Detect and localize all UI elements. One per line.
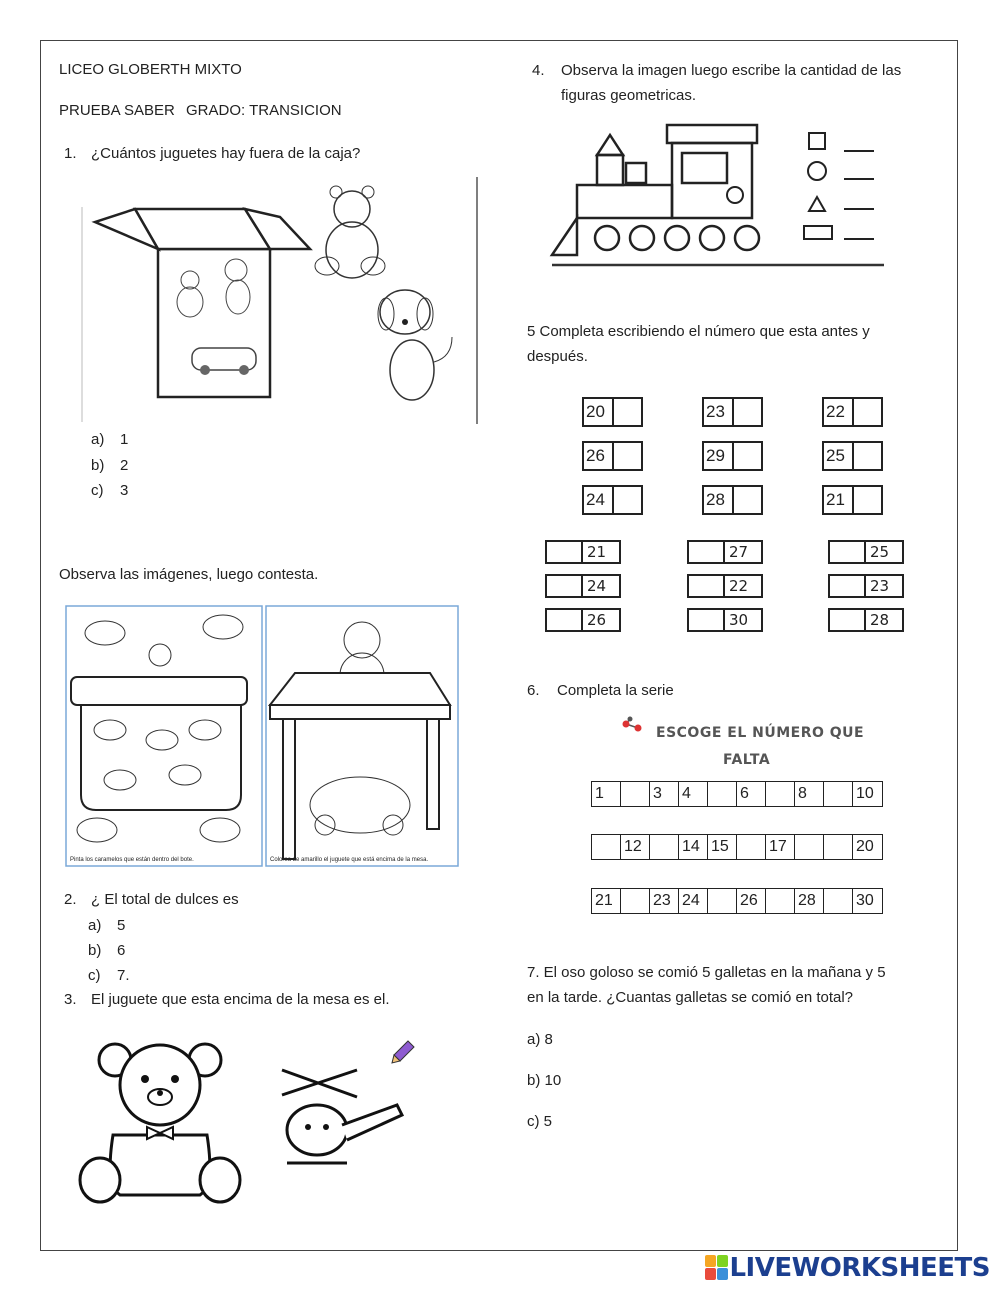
after-box-number: 22: [824, 399, 854, 425]
after-box-answer[interactable]: [854, 399, 881, 425]
q6-number: 6.: [527, 682, 540, 699]
after-box: [702, 441, 763, 471]
before-box-number: 30: [729, 611, 749, 629]
q1-question: ¿Cuántos juguetes hay fuera de la caja?: [91, 145, 361, 162]
observe-instruction: Observa las imágenes, luego contesta.: [59, 566, 319, 583]
school-name: LICEO GLOBERTH MIXTO: [59, 61, 242, 78]
q1-option-c[interactable]: 3: [120, 482, 129, 499]
q2-option-a[interactable]: 5: [117, 917, 126, 934]
q3-number: 3.: [64, 991, 77, 1008]
before-box: [828, 574, 904, 598]
q5-line1: 5 Completa escribiendo el número que esta antes y: [527, 323, 870, 340]
after-box-number: 26: [584, 443, 614, 469]
after-box-number: 29: [704, 443, 734, 469]
after-box: [822, 397, 883, 427]
after-box: [582, 485, 643, 515]
after-box: [702, 397, 763, 427]
before-box-answer[interactable]: [689, 610, 725, 630]
series-cell: 23: [650, 889, 679, 913]
q6-instruction: Completa la serie: [557, 682, 674, 699]
series-cell: 28: [795, 889, 824, 913]
after-box-number: 20: [584, 399, 614, 425]
before-box-number: 26: [587, 611, 607, 629]
q1-option-c-letter: c): [91, 482, 104, 499]
series-cell[interactable]: [708, 782, 737, 806]
q5-line2: después.: [527, 348, 588, 365]
q7-line2: en la tarde. ¿Cuantas galletas se comió en total?: [527, 989, 854, 1006]
before-box-answer[interactable]: [830, 610, 866, 630]
banner-line1: ESCOGE EL NÚMERO QUE: [656, 725, 865, 741]
before-box-answer[interactable]: [547, 542, 583, 562]
candy-caption: Pinta los caramelos que están dentro del bote.: [70, 857, 194, 863]
banner-line2: FALTA: [723, 752, 771, 768]
q2-option-b-letter: b): [88, 942, 102, 959]
q7-option-a[interactable]: a) 8: [527, 1031, 553, 1048]
after-box-answer[interactable]: [614, 443, 641, 469]
q2-option-c[interactable]: 7.: [117, 967, 130, 984]
table-toys-image: [265, 605, 459, 867]
before-box-number: 28: [870, 611, 890, 629]
series-cell: 1: [592, 782, 621, 806]
q1-option-b[interactable]: 2: [120, 457, 129, 474]
q7-option-b[interactable]: b) 10: [527, 1072, 562, 1089]
before-box: [545, 540, 621, 564]
series-cell[interactable]: [621, 889, 650, 913]
series-cell[interactable]: [824, 889, 853, 913]
series-cell: 8: [795, 782, 824, 806]
after-box-answer[interactable]: [854, 487, 881, 513]
series-cell[interactable]: [592, 835, 621, 859]
series-cell[interactable]: [708, 889, 737, 913]
before-box-number: 25: [870, 543, 890, 561]
q7-option-c[interactable]: c) 5: [527, 1113, 553, 1130]
before-box-answer[interactable]: [547, 576, 583, 596]
teddy-bear-image[interactable]: [75, 1035, 245, 1207]
q1-number: 1.: [64, 145, 77, 162]
series-cell[interactable]: [766, 782, 795, 806]
q2-number: 2.: [64, 891, 77, 908]
after-box-answer[interactable]: [614, 487, 641, 513]
series-cell: 4: [679, 782, 708, 806]
series-cell: 15: [708, 835, 737, 859]
series-cell: 20: [856, 838, 874, 855]
after-box-answer[interactable]: [734, 487, 761, 513]
q2-option-a-letter: a): [88, 917, 102, 934]
q2-option-b[interactable]: 6: [117, 942, 126, 959]
after-box-number: 23: [704, 399, 734, 425]
q4-line1: Observa la imagen luego escribe la cantidad de las: [561, 62, 902, 79]
after-box-answer[interactable]: [734, 443, 761, 469]
series-cell: 14: [679, 835, 708, 859]
after-box-number: 28: [704, 487, 734, 513]
before-box-answer[interactable]: [830, 576, 866, 596]
q3-question: El juguete que esta encima de la mesa es el.: [91, 991, 390, 1008]
logo-text: LIVEWORKSHEETS: [729, 1253, 990, 1283]
series-cell[interactable]: [824, 782, 853, 806]
before-box: [828, 540, 904, 564]
before-box: [545, 574, 621, 598]
series-row-1: [591, 781, 883, 807]
q2-question: ¿ El total de dulces es: [91, 891, 239, 908]
before-box: [687, 540, 763, 564]
series-cell: 21: [592, 889, 621, 913]
q2-option-c-letter: c): [88, 967, 101, 984]
series-row-3: [591, 888, 883, 914]
series-cell: 30: [856, 892, 874, 909]
before-box-answer[interactable]: [547, 610, 583, 630]
candy-jar-image: [65, 605, 263, 867]
before-box: [828, 608, 904, 632]
q1-option-a-letter: a): [91, 431, 105, 448]
train-shapes-image: [522, 115, 914, 275]
series-cell[interactable]: [650, 835, 679, 859]
series-cell[interactable]: [737, 835, 766, 859]
series-cell: 12: [621, 835, 650, 859]
before-box-answer[interactable]: [689, 576, 725, 596]
after-box-answer[interactable]: [614, 399, 641, 425]
q1-option-b-letter: b): [91, 457, 105, 474]
q7-line1: 7. El oso goloso se comió 5 galletas en la mañana y 5: [527, 964, 886, 981]
after-box-number: 21: [824, 487, 854, 513]
before-box-number: 23: [870, 577, 890, 595]
series-cell: 10: [856, 785, 874, 802]
after-box: [822, 441, 883, 471]
after-box: [582, 397, 643, 427]
series-cell[interactable]: [795, 835, 824, 859]
before-box-number: 21: [587, 543, 607, 561]
q1-option-a[interactable]: 1: [120, 431, 129, 448]
grade-label: GRADO: TRANSICION: [186, 102, 342, 119]
series-cell: 17: [766, 835, 795, 859]
q1-box-toys-image: [80, 172, 480, 427]
before-box-number: 27: [729, 543, 749, 561]
after-box: [582, 441, 643, 471]
after-box-number: 24: [584, 487, 614, 513]
series-row-2: [591, 834, 883, 860]
q4-line2: figuras geometricas.: [561, 87, 697, 104]
series-cell: 26: [737, 889, 766, 913]
before-box: [687, 574, 763, 598]
before-box: [687, 608, 763, 632]
molecule-icon: [620, 716, 644, 736]
series-cell[interactable]: [824, 835, 853, 859]
before-box-number: 22: [729, 577, 749, 595]
test-title: PRUEBA SABER: [59, 102, 175, 119]
series-cell[interactable]: [766, 889, 795, 913]
after-box-answer[interactable]: [854, 443, 881, 469]
after-box-answer[interactable]: [734, 399, 761, 425]
series-cell: 6: [737, 782, 766, 806]
logo-mark-icon: [705, 1255, 729, 1281]
after-box-number: 25: [824, 443, 854, 469]
series-cell: 24: [679, 889, 708, 913]
helicopter-image[interactable]: [262, 1035, 422, 1175]
after-box: [822, 485, 883, 515]
series-cell: 3: [650, 782, 679, 806]
liveworksheets-logo[interactable]: [705, 1253, 990, 1283]
series-cell[interactable]: [621, 782, 650, 806]
table-caption: Colorea de amarillo el juguete que está encima de la mesa.: [270, 857, 429, 863]
before-box-number: 24: [587, 577, 607, 595]
before-box-answer[interactable]: [689, 542, 725, 562]
before-box-answer[interactable]: [830, 542, 866, 562]
q4-number: 4.: [532, 62, 545, 79]
before-box: [545, 608, 621, 632]
after-box: [702, 485, 763, 515]
